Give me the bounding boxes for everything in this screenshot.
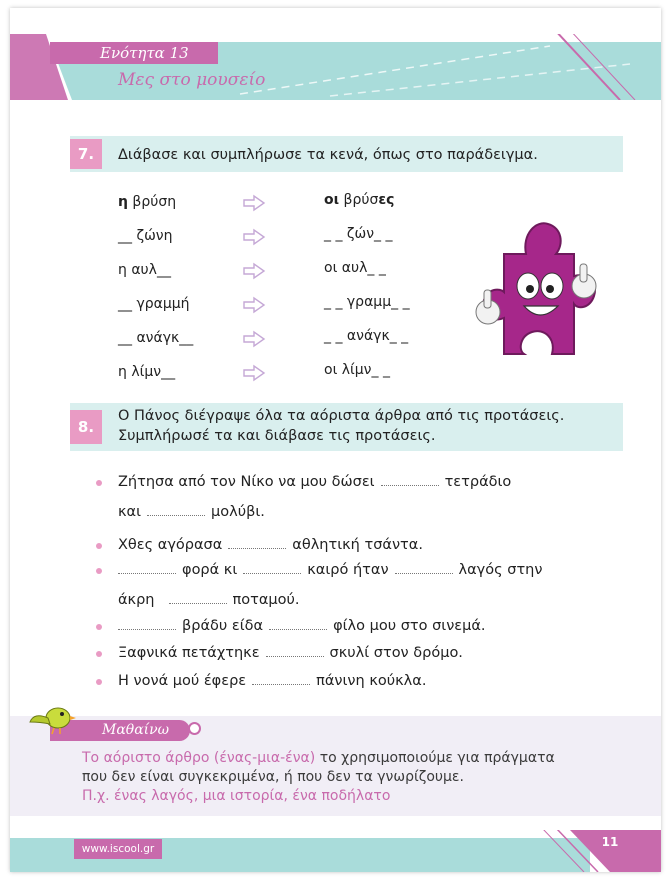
learn-line-1: Το αόριστο άρθρο (ένας-μια-ένα) το χρησιμοποιούμε για πράγματα	[82, 750, 555, 766]
exercise7-number: 7.	[70, 139, 102, 169]
ex7-left-5: η λίμν__	[118, 364, 176, 380]
blank[interactable]	[228, 540, 286, 549]
website-link[interactable]: www.iscool.gr	[74, 839, 162, 859]
arrow-right-icon	[242, 262, 266, 280]
blank[interactable]	[118, 621, 176, 630]
exercise8-instruction-1: Ο Πάνος διέγραψε όλα τα αόριστα άρθρα από τις προτάσεις.	[118, 408, 565, 424]
page-number: 11	[601, 835, 619, 849]
exercise8-number: 8.	[70, 410, 102, 444]
blank[interactable]	[269, 621, 327, 630]
sentence-4: βράδυ είδα φίλο μου στο σινεμά.	[118, 618, 486, 634]
bullet	[96, 679, 102, 685]
ex7-right-1: _ _ ζών_ _	[324, 226, 393, 242]
learn-line-3: Π.χ. ένας λαγός, μια ιστορία, ένα ποδήλατο	[82, 788, 391, 804]
ex7-right-5: οι λίμν_ _	[324, 362, 390, 378]
unit-title: Μες στο μουσείο	[118, 70, 266, 90]
ex7-left-0: η βρύση	[118, 194, 177, 210]
bullet	[96, 624, 102, 630]
blank[interactable]	[381, 477, 439, 486]
bird-icon	[26, 702, 76, 736]
bullet	[96, 651, 102, 657]
blank[interactable]	[118, 565, 176, 574]
exercise8-instruction-2: Συμπλήρωσέ τα και διάβασε τις προτάσεις.	[118, 428, 436, 444]
blank[interactable]	[395, 565, 453, 574]
bullet	[96, 480, 102, 486]
sentence-3: φορά κι καιρό ήταν λαγός στην	[118, 562, 542, 578]
blank[interactable]	[147, 507, 205, 516]
sentence-2: Χθες αγόρασα αθλητική τσάντα.	[118, 537, 423, 553]
arrow-right-icon	[242, 194, 266, 212]
ex7-left-2: η αυλ__	[118, 262, 171, 278]
learn-tab: Μαθαίνω	[50, 720, 190, 741]
ex7-right-2: οι αυλ_ _	[324, 260, 386, 276]
blank[interactable]	[252, 676, 310, 685]
ex7-left-1: __ ζώνη	[118, 228, 173, 244]
ex7-left-3: __ γραμμή	[118, 296, 190, 312]
ex7-left-4: __ ανάγκ__	[118, 330, 194, 346]
arrow-right-icon	[242, 364, 266, 382]
sentence-1-cont: και μολύβι.	[118, 504, 265, 520]
arrow-right-icon	[242, 330, 266, 348]
learn-line-2: που δεν είναι συγκεκριμένα, ή που δεν τα γνωρίζουμε.	[82, 769, 464, 785]
sentence-5: Ξαφνικά πετάχτηκε σκυλί στον δρόμο.	[118, 645, 463, 661]
arrow-right-icon	[242, 228, 266, 246]
blank[interactable]	[169, 595, 227, 604]
sentence-1: Ζήτησα από τον Νίκο να μου δώσει τετράδιο	[118, 474, 512, 490]
ex7-right-3: _ _ γραμμ_ _	[324, 294, 410, 310]
workbook-page	[10, 8, 661, 872]
bullet	[96, 543, 102, 549]
blank[interactable]	[243, 565, 301, 574]
learn-dot	[188, 722, 201, 735]
sentence-6: Η νονά μού έφερε πάνινη κούκλα.	[118, 673, 427, 689]
sentence-3-cont: άκρη ποταμού.	[118, 592, 300, 608]
exercise7-instruction: Διάβασε και συμπλήρωσε τα κενά, όπως στο παράδειγμα.	[118, 147, 538, 163]
ex7-right-0: οι βρύσες	[324, 192, 395, 208]
ex7-right-4: _ _ ανάγκ_ _	[324, 328, 409, 344]
bullet	[96, 568, 102, 574]
blank[interactable]	[266, 648, 324, 657]
arrow-right-icon	[242, 296, 266, 314]
unit-label: Ενότητα 13	[50, 42, 218, 64]
puzzle-mascot-icon	[466, 214, 602, 364]
